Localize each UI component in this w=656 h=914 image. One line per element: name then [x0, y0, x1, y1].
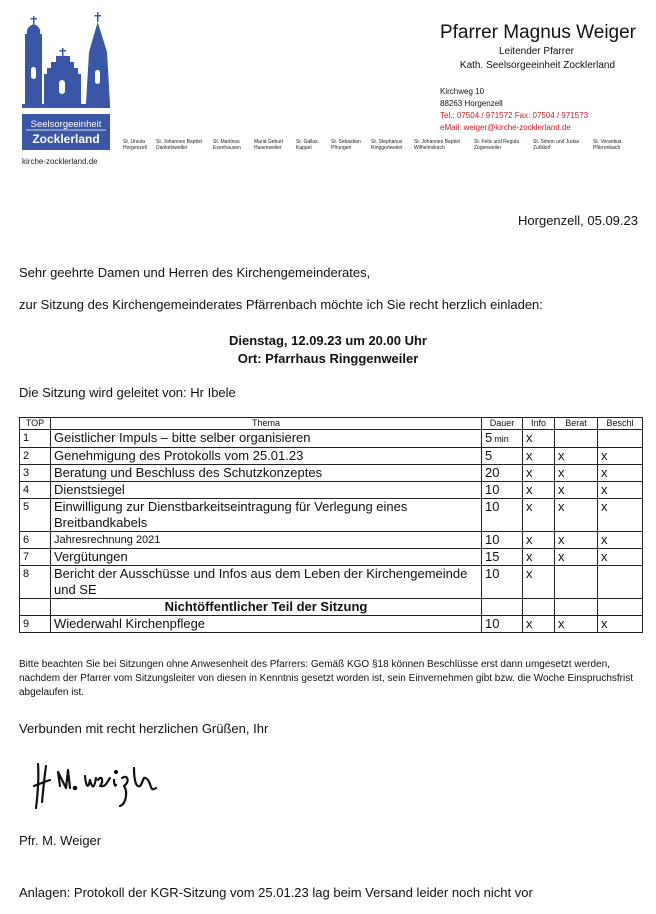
agenda-info: x [523, 482, 555, 499]
dauer-value: 5 [485, 430, 493, 445]
sender-role: Leitender Pfarrer [498, 46, 574, 57]
sender-unit: Kath. Seelsorgeeinheit Zocklerland [459, 60, 615, 71]
header-berat: Berat [555, 418, 598, 430]
agenda-info: x [523, 532, 555, 549]
agenda-thema: Dienstsiegel [51, 482, 482, 499]
agenda-thema: Wiederwahl Kirchenpflege [51, 616, 482, 633]
agenda-row [20, 448, 643, 465]
agenda-thema: Jahresrechnung 2021 [51, 532, 482, 549]
agenda-top: 3 [20, 465, 51, 482]
agenda-info: x [523, 430, 555, 448]
agenda-berat: x [555, 448, 598, 465]
parish-location: Wilhelmskirch [414, 145, 445, 151]
dauer-value: 10 [485, 566, 500, 581]
agenda-row [20, 499, 643, 532]
agenda-row [20, 465, 643, 482]
sender-email[interactable]: eMail: weiger@kirche-zocklerland.de [440, 123, 571, 132]
invitation-text: zur Sitzung des Kirchengemeinderates Pfärrenbach möchte ich Sie recht herzlich einladen: [19, 297, 543, 312]
agenda-berat: x [555, 482, 598, 499]
agenda-berat: x [555, 532, 598, 549]
agenda-info: x [523, 566, 555, 599]
agenda-berat [555, 566, 598, 599]
logo-text-line2: Zocklerland [32, 132, 100, 146]
agenda-beschl: x [598, 499, 643, 532]
closing-line: Verbunden mit recht herzlichen Grüßen, Ihr [19, 721, 269, 736]
agenda-empty-cell [482, 599, 523, 616]
agenda-top: 6 [20, 532, 51, 549]
agenda-header-row [20, 418, 643, 430]
agenda-row [20, 549, 643, 566]
header-info: Info [523, 418, 555, 430]
parish-item [123, 139, 147, 151]
parish-item [533, 139, 579, 151]
agenda-dauer [482, 448, 523, 465]
logo-url: kirche-zocklerland.de [22, 157, 98, 166]
agenda-beschl: x [598, 448, 643, 465]
agenda-dauer [482, 465, 523, 482]
logo-text-line1: Seelsorgeeinheit [30, 119, 102, 130]
agenda-thema: Einwilligung zur Dienstbarkeitseintragung für Verlegung eines Breitbandkabels [51, 499, 482, 532]
agenda-top: 8 [20, 566, 51, 599]
parish-item [213, 139, 241, 151]
parish-item [593, 139, 621, 151]
signature-name: Pfr. M. Weiger [19, 833, 102, 848]
parish-item [331, 139, 361, 151]
sender-city: 88263 Horgenzell [440, 99, 503, 108]
parish-item [371, 139, 403, 151]
parish-item [254, 139, 283, 151]
agenda-dauer [482, 499, 523, 532]
agenda-thema: Genehmigung des Protokolls vom 25.01.23 [51, 448, 482, 465]
agenda-row [20, 532, 643, 549]
agenda-berat: x [555, 616, 598, 633]
agenda-beschl: x [598, 482, 643, 499]
agenda-thema: Beratung und Beschluss des Schutzkonzeptes [51, 465, 482, 482]
parish-location: Kappel [296, 145, 312, 151]
parish-location: Zußdorf [533, 145, 551, 151]
parish-name: Mariä Geburt [254, 139, 284, 145]
parish-location: Hasenweiler [254, 145, 282, 151]
handwritten-signature [30, 758, 160, 816]
agenda-top: 2 [20, 448, 51, 465]
agenda-top: 5 [20, 499, 51, 532]
agenda-top: 1 [20, 430, 51, 448]
agenda-dauer [482, 430, 523, 448]
parish-location: Pfrungen [331, 145, 352, 151]
header-thema: Thema [51, 418, 482, 430]
dauer-unit: min [494, 434, 509, 444]
legal-notice: Bitte beachten Sie bei Sitzungen ohne Anwesenheit des Pfarrers: Gemäß KGO §18 können Beschlüsse erst dann umgesetzt werden, nachdem der Pfarrer vom Sitzungsleiter von diesen in Kenntnis gesetzt worden ist, sein Einvernehmen gibt bzw. die Woche Einspruchsfrist abgelaufen ist. [19, 659, 634, 698]
parish-name: St. Ursula [123, 139, 145, 145]
dauer-value: 10 [485, 616, 500, 631]
parish-name: St. Gallus [296, 139, 318, 145]
agenda-info: x [523, 448, 555, 465]
agenda-beschl: x [598, 532, 643, 549]
agenda-thema: Geistlicher Impuls – bitte selber organisieren [51, 430, 482, 448]
attachments-line: Anlagen: Protokoll der KGR-Sitzung vom 25.01.23 lag beim Versand leider noch nicht vor [19, 885, 533, 900]
agenda-beschl: x [598, 549, 643, 566]
parish-location: Horgenzell [123, 145, 147, 151]
agenda-info: x [523, 549, 555, 566]
agenda-dauer [482, 549, 523, 566]
parish-name: St. Simon und Judas [533, 139, 580, 145]
agenda-berat: x [555, 465, 598, 482]
agenda-empty-cell [555, 599, 598, 616]
agenda-info: x [523, 616, 555, 633]
parish-item [414, 139, 460, 151]
agenda-table [19, 417, 643, 633]
agenda-thema: Bericht der Ausschüsse und Infos aus dem Leben der Kirchengemeinde und SE [51, 566, 482, 599]
agenda-top: 4 [20, 482, 51, 499]
header-beschl: Beschl [598, 418, 643, 430]
parish-location: Zogenweiler [474, 145, 502, 151]
agenda-top: 9 [20, 616, 51, 633]
agenda-beschl: x [598, 465, 643, 482]
agenda-berat [555, 430, 598, 448]
dauer-value: 20 [485, 465, 500, 480]
parish-name: St. Sebastian [331, 139, 361, 145]
date-line: Horgenzell, 05.09.23 [518, 213, 638, 228]
agenda-dauer [482, 532, 523, 549]
parish-name: St. Johannes Baptist [156, 139, 202, 145]
parish-location: Danketsweiler [156, 145, 188, 151]
sender-phone: Tel.: 07504 / 971572 Fax: 07504 / 971573 [440, 111, 589, 120]
parish-name: St. Johannes Baptist [414, 139, 460, 145]
agenda-dauer [482, 482, 523, 499]
agenda-section-row [20, 599, 643, 616]
parish-list [123, 139, 643, 159]
agenda-beschl [598, 430, 643, 448]
meeting-location: Ort: Pfarrhaus Ringgenweiler [237, 351, 419, 366]
agenda-empty-cell [523, 599, 555, 616]
parish-location: Ringgenweiler [371, 145, 403, 151]
sender-name: Pfarrer Magnus Weiger [439, 22, 636, 43]
dauer-value: 10 [485, 532, 500, 547]
parish-name: St. Martinus [213, 139, 240, 145]
parish-location: Esenhausen [213, 145, 241, 151]
agenda-info: x [523, 465, 555, 482]
agenda-dauer [482, 566, 523, 599]
agenda-section-title: Nichtöffentlicher Teil der Sitzung [51, 599, 482, 616]
agenda-berat: x [555, 549, 598, 566]
agenda-beschl [598, 566, 643, 599]
agenda-berat: x [555, 499, 598, 532]
agenda-dauer [482, 616, 523, 633]
agenda-beschl: x [598, 616, 643, 633]
agenda-top [20, 599, 51, 616]
parish-name: St. Stephanus [371, 139, 403, 145]
meeting-chair: Die Sitzung wird geleitet von: Hr Ibele [19, 385, 236, 400]
agenda-row [20, 482, 643, 499]
dauer-value: 10 [485, 482, 500, 497]
meeting-date: Dienstag, 12.09.23 um 20.00 Uhr [229, 333, 427, 348]
agenda-row [20, 566, 643, 599]
header-top: TOP [20, 418, 51, 430]
parish-item [296, 139, 318, 151]
sender-street: Kirchweg 10 [440, 87, 485, 96]
parish-location: Pfärrenbach [593, 145, 621, 151]
dauer-value: 15 [485, 549, 500, 564]
parish-item [156, 139, 202, 151]
parish-name: St. Felix und Regula [474, 139, 520, 145]
agenda-row [20, 430, 643, 448]
agenda-info: x [523, 499, 555, 532]
agenda-thema: Vergütungen [51, 549, 482, 566]
salutation: Sehr geehrte Damen und Herren des Kirchengemeinderates, [19, 265, 371, 280]
agenda-row [20, 616, 643, 633]
agenda-top: 7 [20, 549, 51, 566]
parish-item [474, 139, 519, 151]
agenda-empty-cell [598, 599, 643, 616]
dauer-value: 10 [485, 499, 500, 514]
header-dauer: Dauer [482, 418, 523, 430]
dauer-value: 5 [485, 448, 493, 463]
parish-name: St. Verantius [593, 139, 622, 145]
